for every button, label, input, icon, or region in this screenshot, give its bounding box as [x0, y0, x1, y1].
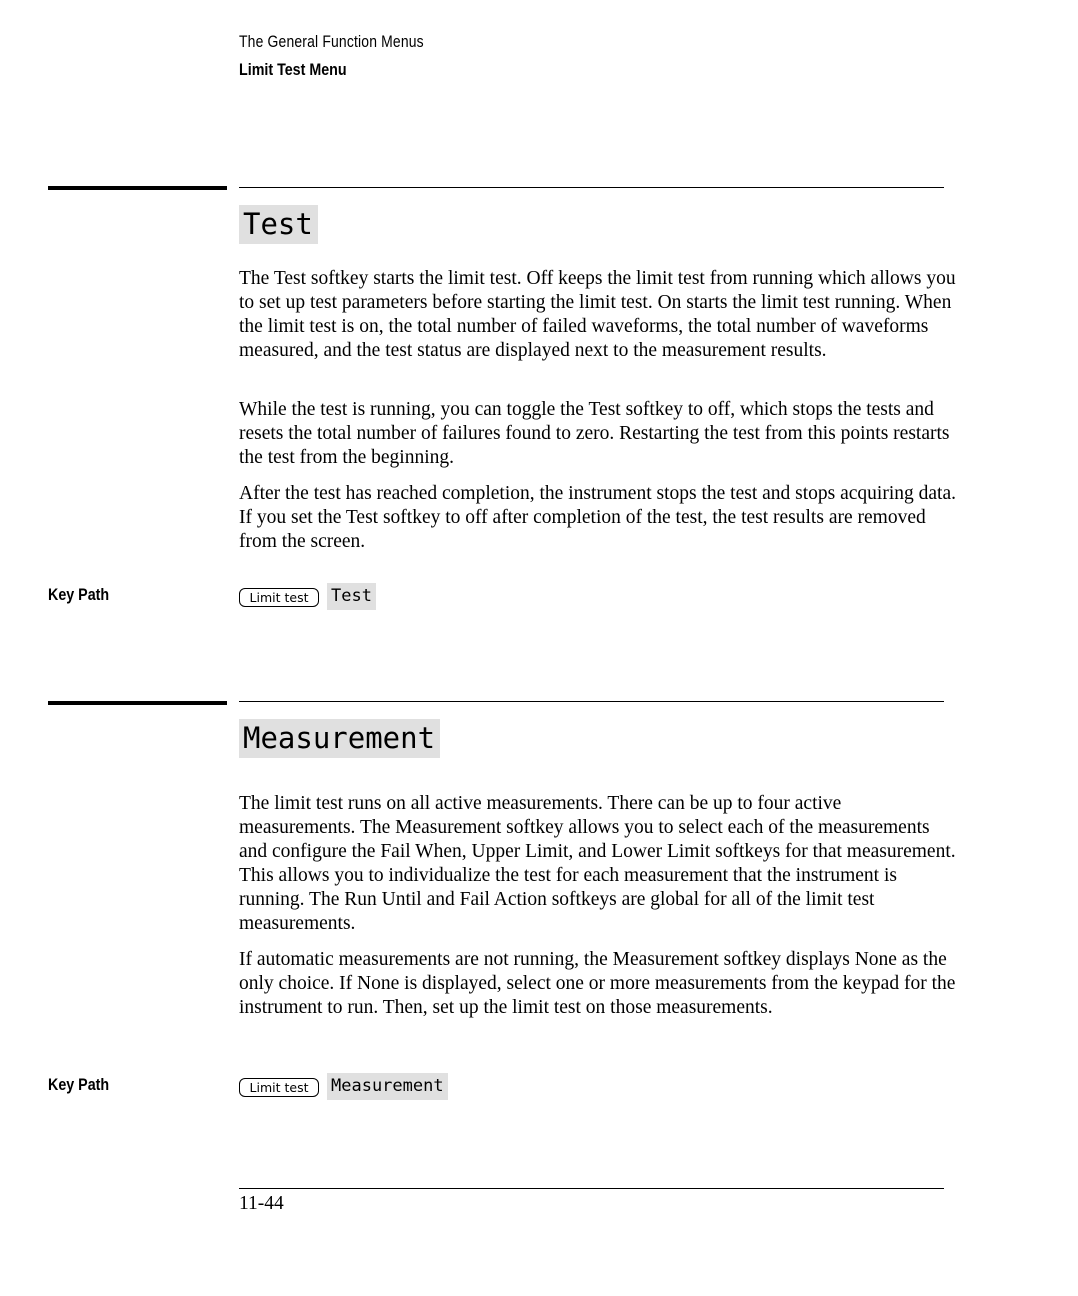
section-divider-thin: [239, 701, 944, 702]
softkey-measurement: Measurement: [327, 1073, 448, 1100]
softkey-test: Test: [327, 583, 376, 610]
softkey-title-test: Test: [239, 205, 318, 244]
key-path-label: Key Path: [48, 1075, 110, 1094]
softkey-title-measurement: Measurement: [239, 719, 440, 758]
chapter-header: The General Function Menus: [239, 32, 424, 51]
paragraph: While the test is running, you can toggle the Test softkey to off, which stops the tests and resets the total number of failures found to zero. Restarting the test from this points restarts the test from the beginning.: [239, 399, 950, 468]
paragraph: The limit test runs on all active measurements. There can be up to four active measurements. The Measurement softkey allows you to select each of the measurements and configure the Fail When, Upper Limit, and Lower Limit softkeys for that measurement. This allows you to individualize the test for each measurement that the instrument is running. The Run Until and Fail Action softkeys are global for all of the limit test measurements.: [239, 793, 956, 934]
section-divider-thick: [48, 186, 227, 190]
section-divider-thick: [48, 701, 227, 705]
hardkey-limit-test: Limit test: [239, 1078, 319, 1097]
section-divider-thin: [239, 187, 944, 188]
paragraph: If automatic measurements are not running, the Measurement softkey displays None as the only choice. If None is displayed, select one or more measurements from the keypad for the instrument to run. Then, set up the limit test on those measurements.: [239, 949, 956, 1018]
hardkey-limit-test: Limit test: [239, 588, 319, 607]
key-path-label: Key Path: [48, 585, 110, 604]
footer-divider: [239, 1188, 944, 1189]
paragraph: After the test has reached completion, the instrument stops the test and stops acquiring data. If you set the Test softkey to off after completion of the test, the test results are removed from the screen.: [239, 483, 956, 552]
section-header: Limit Test Menu: [239, 60, 347, 79]
page-number: 11-44: [239, 1193, 284, 1214]
paragraph: The Test softkey starts the limit test. Off keeps the limit test from running which allows you to set up test parameters before starting the limit test. On starts the limit test running. When the limit test is on, the total number of failed waveforms, the total number of waveforms measured, and the test status are displayed next to the measurement results.: [239, 268, 956, 361]
